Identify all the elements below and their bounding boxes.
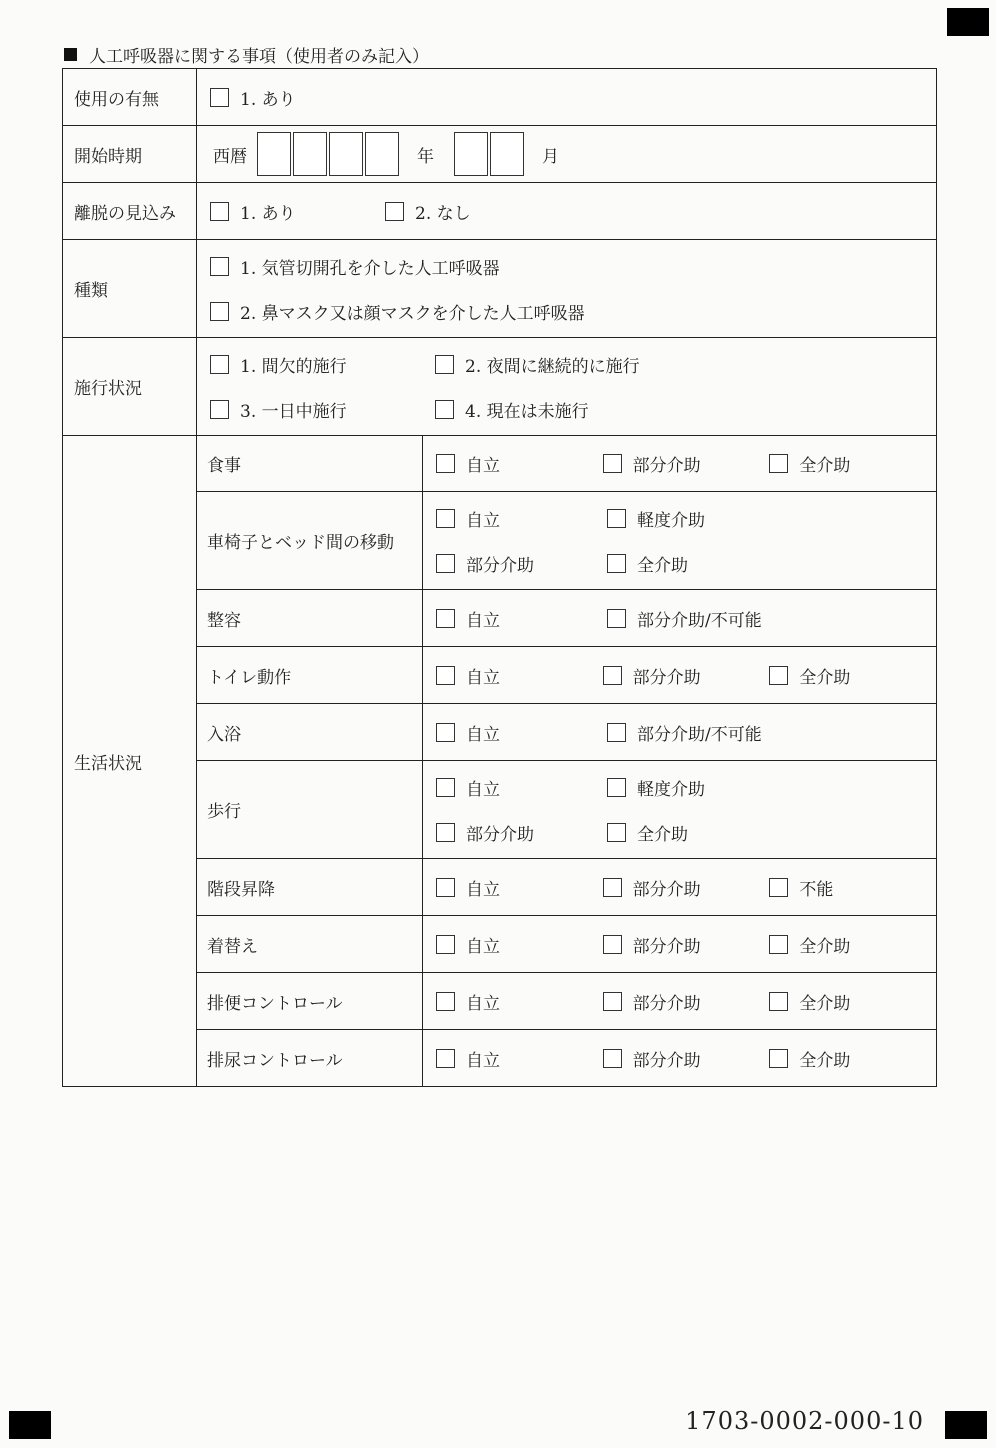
checkbox[interactable] (210, 202, 229, 221)
option-partial[interactable]: 部分介助 (603, 451, 770, 476)
year-digit-4[interactable] (365, 132, 399, 176)
document-code: 1703-0002-000-10 (685, 1407, 924, 1435)
checkbox[interactable] (603, 666, 622, 685)
option-partial[interactable]: 部分介助 (603, 1046, 770, 1071)
option-independent[interactable]: 自立 (436, 875, 603, 900)
checkbox[interactable] (435, 355, 454, 374)
option-full[interactable]: 全介助 (769, 663, 936, 688)
checkbox[interactable] (607, 823, 626, 842)
status-label: 施行状況 (63, 338, 197, 436)
month-digit-2[interactable] (490, 132, 524, 176)
checkbox[interactable] (436, 454, 455, 473)
start-label: 開始時期 (63, 126, 197, 183)
type-option-tracheostomy[interactable]: 1. 気管切開孔を介した人工呼吸器 (210, 254, 936, 279)
living-item-label: 着替え (197, 916, 423, 973)
weaning-row (63, 183, 937, 240)
square-bullet-icon (64, 48, 77, 61)
checkbox[interactable] (607, 554, 626, 573)
start-row (63, 126, 937, 183)
status-option-none[interactable]: 4. 現在は未施行 (435, 397, 660, 422)
checkbox[interactable] (607, 609, 626, 628)
checkbox[interactable] (769, 1049, 788, 1068)
option-partial[interactable]: 部分介助 (603, 932, 770, 957)
checkbox[interactable] (607, 778, 626, 797)
year-digit-2[interactable] (293, 132, 327, 176)
option-full[interactable]: 全介助 (769, 989, 936, 1014)
checkbox[interactable] (210, 88, 229, 107)
registration-mark-bottom-left (9, 1411, 51, 1439)
registration-mark-top-right (947, 8, 989, 36)
option-full[interactable]: 全介助 (769, 1046, 936, 1071)
checkbox[interactable] (436, 778, 455, 797)
usage-options (197, 69, 937, 126)
checkbox[interactable] (435, 400, 454, 419)
checkbox[interactable] (436, 823, 455, 842)
option-full[interactable]: 全介助 (607, 820, 778, 845)
option-full[interactable]: 全介助 (769, 451, 936, 476)
checkbox[interactable] (210, 257, 229, 276)
section-heading (64, 42, 429, 67)
ventilator-form-table (62, 68, 937, 1087)
status-option-allday[interactable]: 3. 一日中施行 (210, 397, 435, 422)
checkbox[interactable] (436, 1049, 455, 1068)
living-item-label: 歩行 (197, 761, 423, 859)
type-option-mask[interactable]: 2. 鼻マスク又は顔マスクを介した人工呼吸器 (210, 299, 936, 324)
option-independent[interactable]: 自立 (436, 720, 607, 745)
checkbox[interactable] (603, 454, 622, 473)
checkbox[interactable] (603, 1049, 622, 1068)
option-independent[interactable]: 自立 (436, 1046, 603, 1071)
option-light[interactable]: 軽度介助 (607, 775, 778, 800)
checkbox[interactable] (436, 878, 455, 897)
type-label: 種類 (63, 240, 197, 338)
checkbox[interactable] (385, 202, 404, 221)
registration-mark-bottom-right (945, 1411, 987, 1439)
checkbox[interactable] (603, 935, 622, 954)
option-independent[interactable]: 自立 (436, 663, 603, 688)
option-independent[interactable]: 自立 (436, 775, 607, 800)
living-item-label: 入浴 (197, 704, 423, 761)
living-item-label: 排尿コントロール (197, 1030, 423, 1087)
checkbox[interactable] (769, 454, 788, 473)
checkbox[interactable] (436, 992, 455, 1011)
weaning-option-yes[interactable]: 1. あり (210, 199, 385, 224)
option-independent[interactable]: 自立 (436, 506, 607, 531)
type-options (197, 240, 937, 338)
year-unit: 年 (417, 146, 434, 167)
checkbox[interactable] (436, 723, 455, 742)
checkbox[interactable] (607, 723, 626, 742)
checkbox[interactable] (769, 878, 788, 897)
usage-row (63, 69, 937, 126)
year-digit-3[interactable] (329, 132, 363, 176)
usage-option-yes[interactable]: 1. あり (210, 85, 435, 110)
living-item-label: 食事 (197, 436, 423, 492)
option-partial[interactable]: 部分介助 (603, 663, 770, 688)
checkbox[interactable] (210, 302, 229, 321)
living-row-meal (63, 436, 937, 492)
status-row (63, 338, 937, 436)
checkbox[interactable] (436, 509, 455, 528)
option-full[interactable]: 全介助 (607, 551, 778, 576)
checkbox[interactable] (769, 666, 788, 685)
option-partial-impossible[interactable]: 部分介助/不可能 (607, 720, 867, 745)
checkbox[interactable] (436, 609, 455, 628)
checkbox[interactable] (436, 666, 455, 685)
living-label: 生活状況 (63, 436, 197, 1087)
option-partial[interactable]: 部分介助 (603, 875, 770, 900)
checkbox[interactable] (607, 509, 626, 528)
option-independent[interactable]: 自立 (436, 932, 603, 957)
option-partial[interactable]: 部分介助 (436, 551, 607, 576)
checkbox[interactable] (769, 935, 788, 954)
status-option-night[interactable]: 2. 夜間に継続的に施行 (435, 352, 660, 377)
status-option-intermittent[interactable]: 1. 間欠的施行 (210, 352, 435, 377)
option-light[interactable]: 軽度介助 (607, 506, 778, 531)
option-partial[interactable]: 部分介助 (436, 820, 607, 845)
option-unable[interactable]: 不能 (769, 875, 936, 900)
month-digit-1[interactable] (454, 132, 488, 176)
checkbox[interactable] (210, 400, 229, 419)
year-digit-boxes (257, 132, 401, 176)
checkbox[interactable] (603, 878, 622, 897)
option-partial-impossible[interactable]: 部分介助/不可能 (607, 606, 867, 631)
option-independent[interactable]: 自立 (436, 606, 607, 631)
era-label: 西暦 (213, 146, 247, 167)
start-date-fields (197, 126, 937, 183)
option-independent[interactable]: 自立 (436, 989, 603, 1014)
year-digit-1[interactable] (257, 132, 291, 176)
status-options (197, 338, 937, 436)
option-independent[interactable]: 自立 (436, 451, 603, 476)
living-item-label: 車椅子とベッド間の移動 (197, 492, 423, 590)
weaning-options (197, 183, 937, 240)
month-unit: 月 (542, 146, 559, 167)
section-title: 人工呼吸器に関する事項（使用者のみ記入） (89, 47, 429, 67)
usage-label: 使用の有無 (63, 69, 197, 126)
checkbox[interactable] (603, 992, 622, 1011)
living-item-label: 排便コントロール (197, 973, 423, 1030)
weaning-label: 離脱の見込み (63, 183, 197, 240)
type-row (63, 240, 937, 338)
weaning-option-no[interactable]: 2. なし (385, 199, 610, 224)
checkbox[interactable] (210, 355, 229, 374)
checkbox[interactable] (436, 554, 455, 573)
living-item-label: トイレ動作 (197, 647, 423, 704)
option-full[interactable]: 全介助 (769, 932, 936, 957)
living-item-label: 階段昇降 (197, 859, 423, 916)
option-partial[interactable]: 部分介助 (603, 989, 770, 1014)
month-digit-boxes (454, 132, 526, 176)
checkbox[interactable] (769, 992, 788, 1011)
living-item-label: 整容 (197, 590, 423, 647)
checkbox[interactable] (436, 935, 455, 954)
